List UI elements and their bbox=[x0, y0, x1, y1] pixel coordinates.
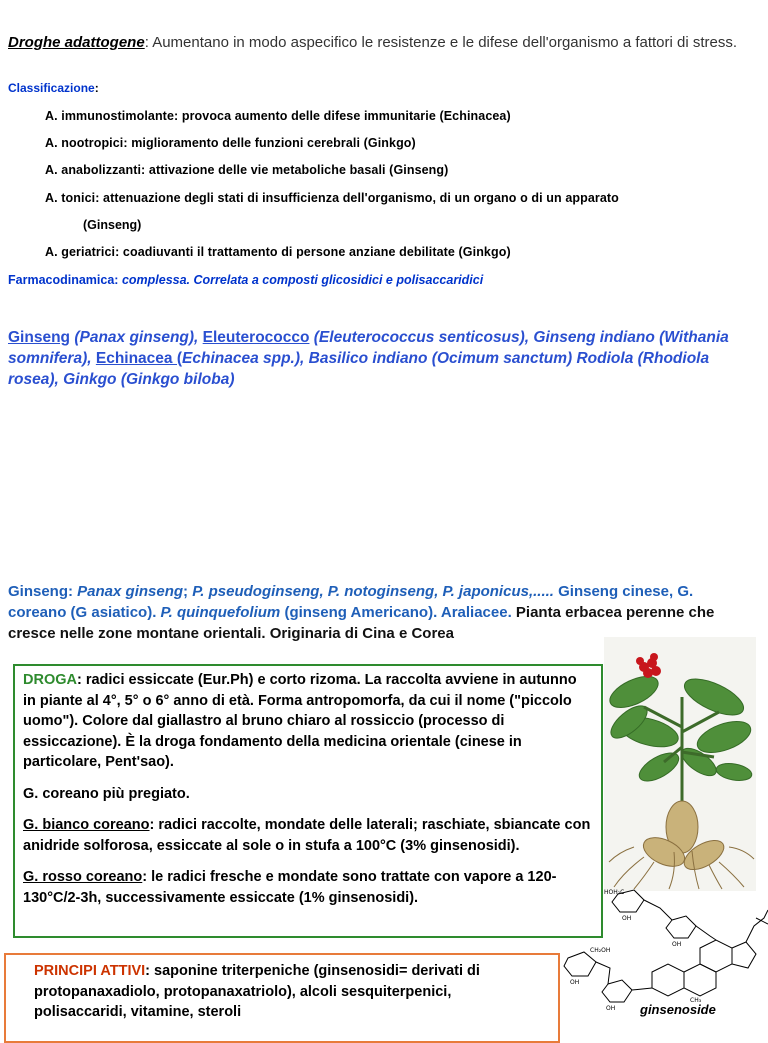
principi-attivi-heading: PRINCIPI ATTIVI bbox=[34, 963, 146, 979]
svg-text:OH: OH bbox=[622, 915, 632, 922]
ginseng-description bbox=[8, 581, 748, 644]
principi-attivi-text: : saponine triterpeniche (ginsenosidi= derivati di protopanaxadiolo, protopanaxatriolo), alcoli sesquiterpenici, polisaccaridi, vitamine, steroli bbox=[34, 963, 480, 1020]
droga-paragraph bbox=[23, 670, 593, 773]
plant-echinacea: Echinacea ( bbox=[95, 350, 183, 367]
svg-text:CH₂OH: CH₂OH bbox=[590, 947, 611, 954]
ginseng-text: (ginseng Americano). Araliacee. bbox=[280, 604, 516, 621]
plant-ginseng: Ginseng bbox=[8, 329, 71, 346]
svg-text:CH₃: CH₃ bbox=[690, 997, 702, 1004]
plant-text: (Eleuterococcus senticosus), Ginseng indiano (Withania somnifera), bbox=[8, 329, 729, 367]
classification-item: A. immunostimolante: provoca aumento delle difese immunitarie (Echinacea) bbox=[45, 109, 511, 123]
droga-paragraph: G. coreano più pregiato. bbox=[23, 785, 190, 802]
ginseng-rosso-text: : le radici fresche e mondate sono trattate con vapore a 120-130°C/2-3h, successivamente essiccate (1% ginsenosidi). bbox=[23, 869, 557, 906]
principi-attivi-box bbox=[4, 953, 560, 1043]
ginseng-plant-photo bbox=[604, 637, 756, 891]
intro-text: : Aumentano in modo aspecifico le resistenze e le difese dell'organismo a fattori di stress. bbox=[144, 34, 738, 51]
ginseng-plant-illustration bbox=[604, 637, 756, 891]
droga-heading: DROGA bbox=[23, 672, 77, 688]
ginseng-bianco-text: : radici raccolte, mondate delle laterali; raschiate, sbiancate con anidride solforosa, essiccate al sole o in stufa a 100°C (3% ginsenosidi). bbox=[23, 817, 591, 854]
classification-heading bbox=[8, 81, 99, 95]
classification-label: Classificazione bbox=[8, 81, 95, 95]
classification-item: A. nootropici: miglioramento delle funzioni cerebrali (Ginkgo) bbox=[45, 136, 416, 150]
droga-paragraph bbox=[23, 815, 593, 856]
farmacodinamica-value: complessa. Correlata a composti glicosidici e polisaccaridici bbox=[121, 273, 484, 287]
droga-text: : radici essiccate (Eur.Ph) e corto rizoma. La raccolta avviene in autunno in piante al 4°, 5° o 6° anno di età. Forma antropomorfa, da cui il nome ("piccolo uomo"). Colore dal giallastro al bruno chiaro al rossiccio (processo di essiccazione). È la droga fondamento della medicina orientale (cinese in particolare, Pent'sao). bbox=[23, 672, 577, 770]
ginseng-rosso-label: G. rosso coreano bbox=[23, 869, 143, 885]
svg-text:HOH₂C: HOH₂C bbox=[604, 889, 625, 896]
svg-text:OH: OH bbox=[606, 1005, 616, 1012]
droga-box bbox=[13, 664, 603, 938]
ginseng-habitat: Pianta erbacea perenne che cresce nelle zone montane orientali. Originaria di Cina e Corea bbox=[8, 604, 715, 642]
farmacodinamica-label: Farmacodinamica: bbox=[8, 273, 122, 287]
svg-text:OH: OH bbox=[672, 941, 682, 948]
ginseng-label: Ginseng: bbox=[8, 583, 78, 600]
classification-item: A. tonici: attenuazione degli stati di insufficienza dell'organismo, di un organo o di un apparato bbox=[45, 191, 619, 205]
ginseng-bianco-label: G. bianco coreano bbox=[23, 817, 150, 833]
ginseng-text: ; bbox=[183, 583, 193, 600]
intro-paragraph bbox=[8, 33, 768, 53]
ginsenoside-label: ginsenoside bbox=[640, 1002, 716, 1017]
classification-item: A. anabolizzanti: attivazione delle vie metaboliche basali (Ginseng) bbox=[45, 163, 449, 177]
intro-term: Droghe adattogene bbox=[8, 34, 145, 51]
species-name: P. pseudoginseng, P. notoginseng, P. japonicus,..... bbox=[192, 583, 554, 600]
plant-text: (Panax ginseng), bbox=[70, 329, 203, 346]
plant-eleuterococco: Eleuterococco bbox=[202, 329, 310, 346]
classification-item-continuation: (Ginseng) bbox=[83, 218, 142, 232]
ginseng-text: Ginseng cinese, G. coreano (G asiatico). bbox=[8, 583, 694, 621]
adaptogen-plants-list bbox=[8, 327, 748, 390]
farmacodinamica-line bbox=[8, 273, 483, 287]
droga-paragraph bbox=[23, 867, 593, 908]
species-name: P. quinquefolium bbox=[160, 604, 281, 621]
plant-text: Echinacea spp.), Basilico indiano (Ocimum sanctum) Rodiola (Rhodiola rosea), Ginkgo (Ginkgo biloba) bbox=[8, 350, 710, 388]
classification-item: A. geriatrici: coadiuvanti il trattamento di persone anziane debilitate (Ginkgo) bbox=[45, 245, 511, 259]
svg-text:OH: OH bbox=[570, 979, 580, 986]
species-name: Panax ginseng bbox=[77, 583, 184, 600]
classification-colon: : bbox=[94, 81, 99, 95]
